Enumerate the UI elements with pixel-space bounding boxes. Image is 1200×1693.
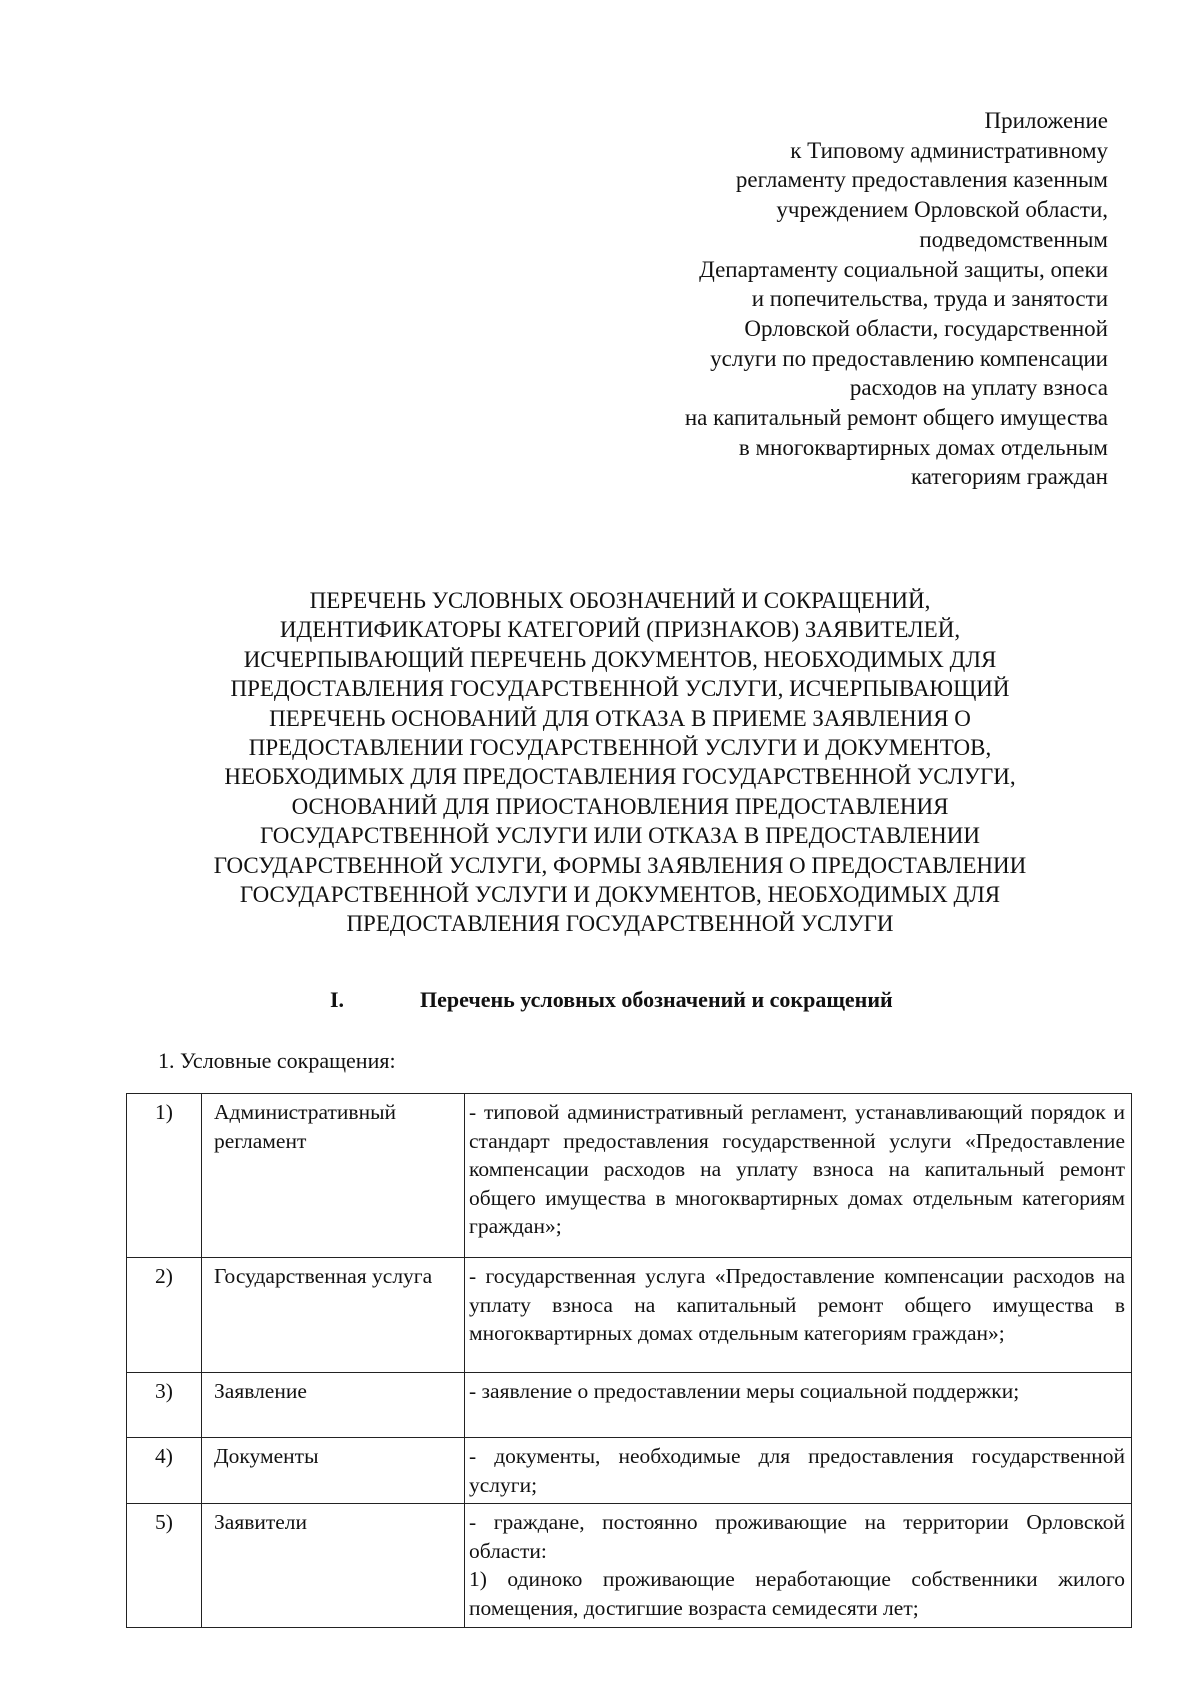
abbreviations-table xyxy=(126,1093,1132,1628)
title-line: ГОСУДАРСТВЕННОЙ УСЛУГИ И ДОКУМЕНТОВ, НЕОБХОДИМЫХ ДЛЯ xyxy=(239,882,1001,908)
title-line: ПРЕДОСТАВЛЕНИИ ГОСУДАРСТВЕННОЙ УСЛУГИ И ДОКУМЕНТОВ, xyxy=(248,735,992,761)
row-term: Документы xyxy=(202,1438,465,1504)
title-line: ИСЧЕРПЫВАЮЩИЙ ПЕРЕЧЕНЬ ДОКУМЕНТОВ, НЕОБХОДИМЫХ ДЛЯ xyxy=(243,646,997,672)
appendix-header xyxy=(548,106,1108,492)
appendix-line: в многоквартирных домах отдельным xyxy=(738,434,1108,460)
table-row xyxy=(127,1094,1132,1258)
title-line: ГОСУДАРСТВЕННОЙ УСЛУГИ ИЛИ ОТКАЗА В ПРЕДОСТАВЛЕНИИ xyxy=(260,823,980,849)
appendix-line: на капитальный ремонт общего имущества xyxy=(684,405,1108,431)
appendix-line: подведомственным xyxy=(919,226,1108,252)
appendix-line: к Типовому административному xyxy=(790,137,1108,163)
row-definition: - типовой административный регламент, устанавливающий порядок и стандарт предоставления государственной услуги «Предоставление компенсации расходов на уплату взноса на капитальный ремонт общего имущества в многоквартирных домах отдельным категориям граждан»; xyxy=(465,1094,1132,1258)
row-definition: - государственная услуга «Предоставление компенсации расходов на уплату взноса на капитальный ремонт общего имущества в многоквартирных домах отдельным категориям граждан»; xyxy=(465,1258,1132,1373)
appendix-line: Департаменту социальной защиты, опеки xyxy=(699,256,1108,282)
section-heading xyxy=(330,987,893,1013)
title-line: ГОСУДАРСТВЕННОЙ УСЛУГИ, ФОРМЫ ЗАЯВЛЕНИЯ О ПРЕДОСТАВЛЕНИИ xyxy=(213,852,1027,878)
appendix-line: Орловской области, государственной xyxy=(744,315,1108,341)
row-term: Заявители xyxy=(202,1504,465,1627)
table-row xyxy=(127,1504,1132,1627)
row-number: 1) xyxy=(127,1094,202,1258)
appendix-line: Приложение xyxy=(984,108,1108,133)
row-number: 5) xyxy=(127,1504,202,1627)
appendix-line: категориям граждан xyxy=(910,464,1108,490)
appendix-line: и попечительства, труда и занятости xyxy=(751,286,1108,312)
appendix-line: регламенту предоставления казенным xyxy=(735,167,1108,193)
title-line: ОСНОВАНИЙ ДЛЯ ПРИОСТАНОВЛЕНИЯ ПРЕДОСТАВЛЕНИЯ xyxy=(291,793,949,819)
title-line: ПРЕДОСТАВЛЕНИЯ ГОСУДАРСТВЕННОЙ УСЛУГИ, ИСЧЕРПЫВАЮЩИЙ xyxy=(230,676,1010,702)
title-line: ПЕРЕЧЕНЬ УСЛОВНЫХ ОБОЗНАЧЕНИЙ И СОКРАЩЕНИЙ, xyxy=(309,588,931,613)
row-definition: - граждане, постоянно проживающие на территории Орловской области: xyxy=(469,1510,1125,1563)
appendix-line: расходов на уплату взноса xyxy=(849,375,1108,401)
title-line: ИДЕНТИФИКАТОРЫ КАТЕГОРИЙ (ПРИЗНАКОВ) ЗАЯВИТЕЛЕЙ, xyxy=(279,617,961,643)
table-row xyxy=(127,1258,1132,1373)
table-row xyxy=(127,1438,1132,1504)
row-definition-item: 1) одиноко проживающие неработающие собственники жилого помещения, достигшие возраста семидесяти лет; xyxy=(469,1567,1125,1620)
appendix-line: учреждением Орловской области, xyxy=(776,197,1108,223)
row-term: Административный регламент xyxy=(202,1094,465,1258)
section-title: Перечень условных обозначений и сокращений xyxy=(420,987,893,1012)
appendix-line: услуги по предоставлению компенсации xyxy=(710,345,1108,371)
title-line: ПЕРЕЧЕНЬ ОСНОВАНИЙ ДЛЯ ОТКАЗА В ПРИЕМЕ ЗАЯВЛЕНИЯ О xyxy=(269,705,971,731)
section-number: I. xyxy=(330,987,345,1012)
row-number: 2) xyxy=(127,1258,202,1373)
title-line: НЕОБХОДИМЫХ ДЛЯ ПРЕДОСТАВЛЕНИЯ ГОСУДАРСТВЕННОЙ УСЛУГИ, xyxy=(224,764,1016,790)
row-term: Государственная услуга xyxy=(202,1258,465,1373)
table-row xyxy=(127,1373,1132,1438)
row-definition: - заявление о предоставлении меры социальной поддержки; xyxy=(465,1373,1132,1438)
title-line: ПРЕДОСТАВЛЕНИЯ ГОСУДАРСТВЕННОЙ УСЛУГИ xyxy=(346,911,894,937)
row-number: 3) xyxy=(127,1373,202,1438)
row-term: Заявление xyxy=(202,1373,465,1438)
row-definition: - документы, необходимые для предоставления государственной услуги; xyxy=(465,1438,1132,1504)
document-title xyxy=(160,586,1080,939)
row-definition-cell xyxy=(465,1504,1132,1627)
intro-paragraph: 1. Условные сокращения: xyxy=(158,1048,396,1073)
row-number: 4) xyxy=(127,1438,202,1504)
